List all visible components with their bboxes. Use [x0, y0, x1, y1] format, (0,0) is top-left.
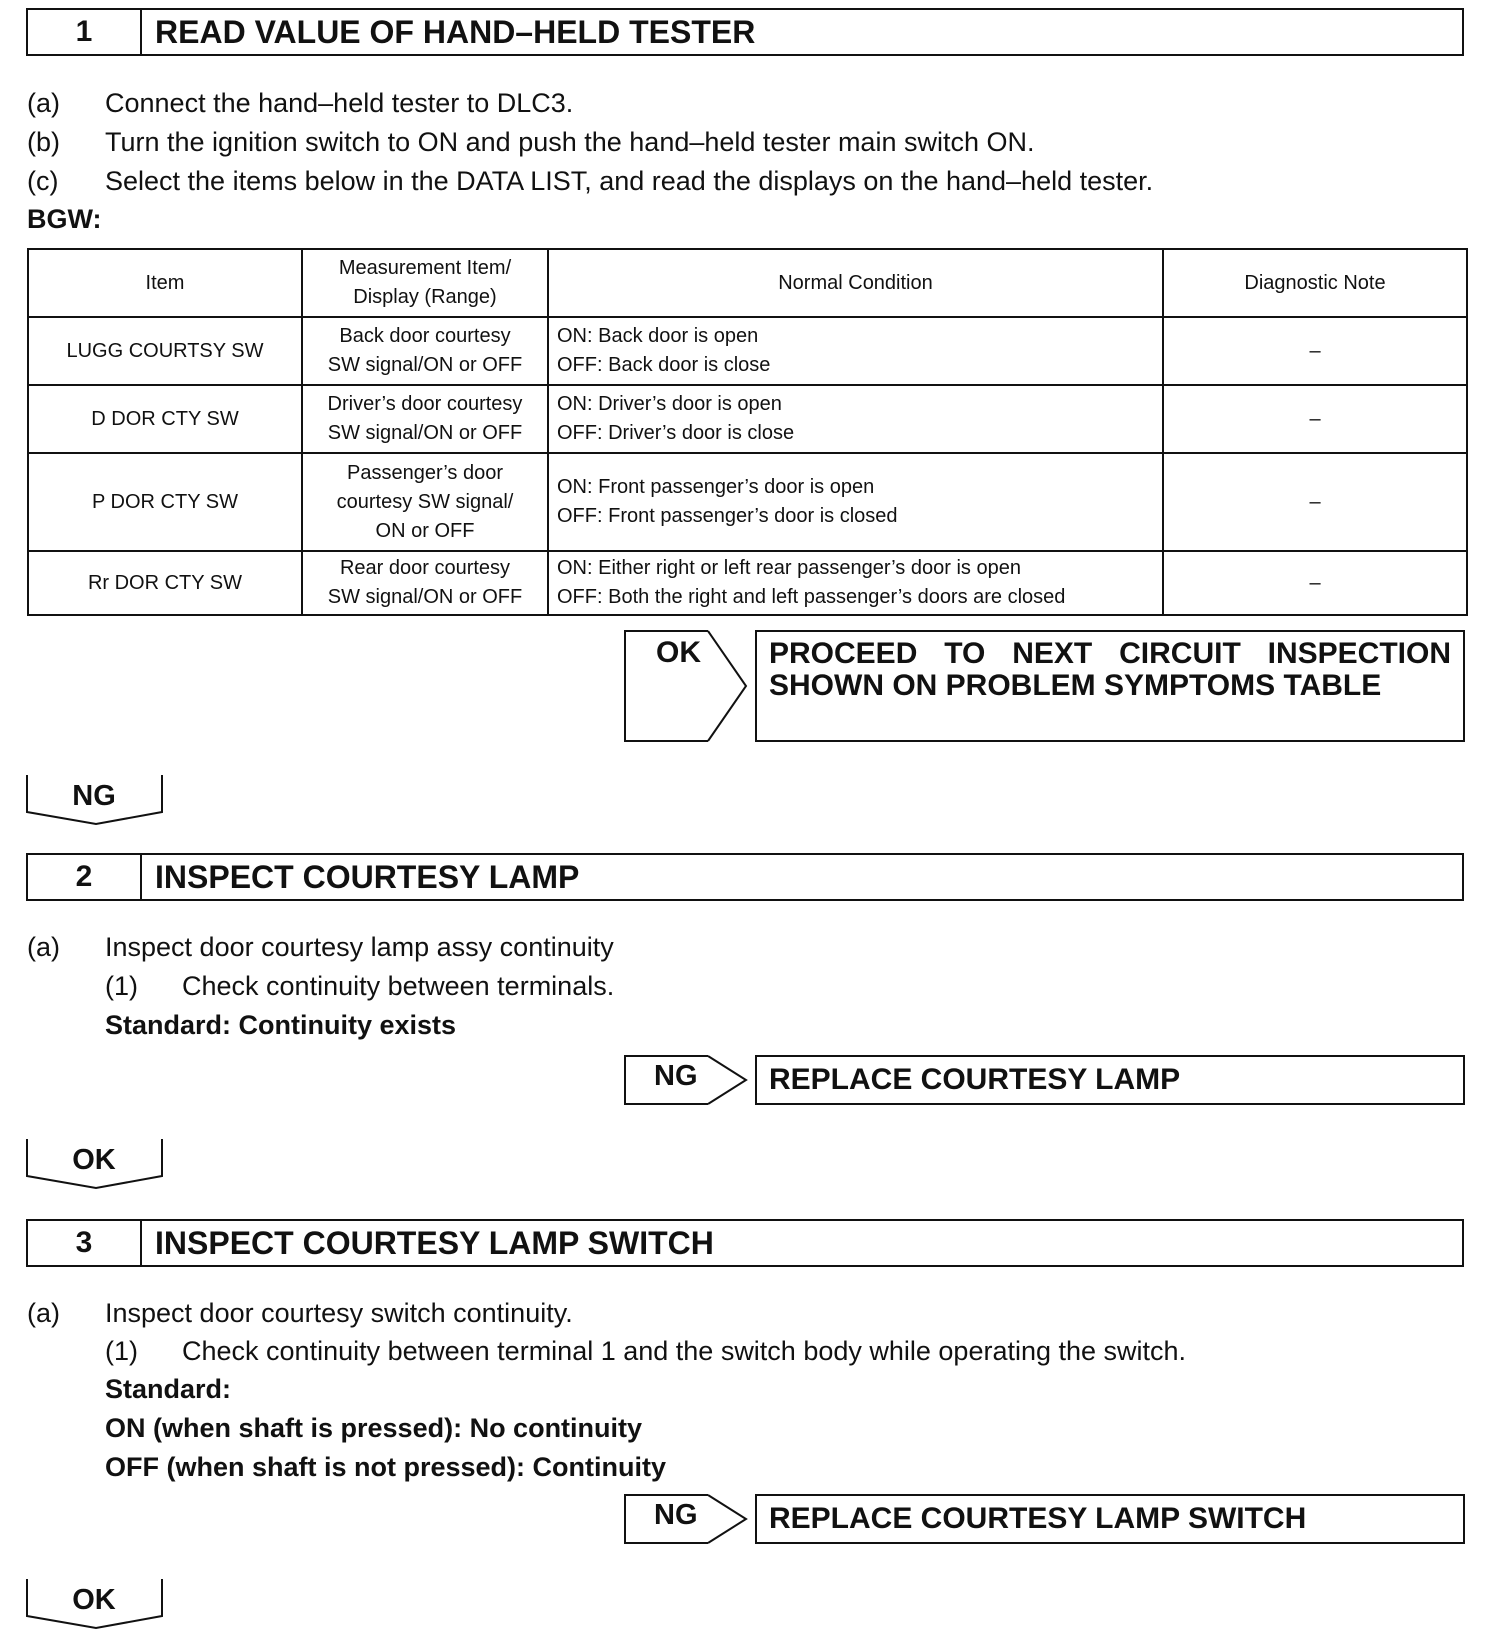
- standard-on: ON (when shaft is pressed): No continuity: [105, 1413, 643, 1443]
- standard-text: Standard: Continuity exists: [105, 1010, 457, 1040]
- cell-line: OFF: Both the right and left passenger’s doors are closed: [557, 586, 1066, 608]
- table-row: [28, 317, 1467, 385]
- ng-branch-arrow: [624, 1494, 750, 1544]
- cell-condition: [548, 551, 1163, 615]
- cell-line: ON: Back door is open: [557, 325, 759, 347]
- instruction-text: Inspect door courtesy switch continuity.: [105, 1298, 573, 1328]
- table-header-row: [28, 249, 1467, 317]
- cell-line: ON or OFF: [375, 519, 475, 542]
- cell-line: ON: Front passenger’s door is open: [557, 476, 875, 498]
- cell-item: Rr DOR CTY SW: [28, 551, 302, 615]
- flow-tag-label: OK: [72, 1584, 116, 1616]
- ok-flow-tag: [26, 1138, 166, 1190]
- ng-flow-tag: [26, 774, 166, 826]
- header-line: Display (Range): [353, 286, 497, 308]
- table-row: [28, 453, 1467, 551]
- cell-note: –: [1163, 453, 1467, 551]
- instruction-text: Inspect door courtesy lamp assy continuity: [105, 932, 614, 962]
- ng-result-box: REPLACE COURTESY LAMP SWITCH: [755, 1494, 1465, 1544]
- instruction-label: (a): [27, 1298, 60, 1328]
- cell-measurement: [302, 551, 548, 615]
- standard-off: OFF (when shaft is not pressed): Continuity: [105, 1452, 667, 1482]
- column-header-normal-condition: Normal Condition: [548, 249, 1163, 317]
- ng-branch-arrow: [624, 1055, 750, 1105]
- step-2-header: [26, 853, 1464, 901]
- cell-measurement: [302, 317, 548, 385]
- instruction-label: (a): [27, 932, 60, 962]
- cell-measurement: [302, 453, 548, 551]
- step-number: 1: [28, 10, 142, 54]
- instruction-label: (1): [105, 1336, 138, 1366]
- ok-result-box: [755, 630, 1465, 742]
- cell-line: OFF: Driver’s door is close: [557, 422, 795, 444]
- cell-line: courtesy SW signal/: [336, 490, 514, 513]
- step-title: READ VALUE OF HAND–HELD TESTER: [155, 14, 756, 50]
- standard-heading: Standard:: [105, 1374, 232, 1404]
- ok-flow-tag: [26, 1578, 166, 1630]
- instruction-label: (c): [27, 166, 59, 196]
- instruction-text: Select the items below in the DATA LIST, and read the displays on the hand–held tester.: [105, 166, 1154, 196]
- ok-branch-arrow: [624, 630, 750, 742]
- cell-measurement: [302, 385, 548, 453]
- column-header-item: Item: [28, 249, 302, 317]
- instruction-label: (b): [27, 127, 60, 157]
- step-title: INSPECT COURTESY LAMP SWITCH: [155, 1225, 714, 1261]
- result-line: SHOWN ON PROBLEM SYMPTOMS TABLE: [769, 669, 1382, 702]
- cell-condition: [548, 453, 1163, 551]
- cell-line: SW signal/ON or OFF: [327, 354, 523, 376]
- table-row: [28, 385, 1467, 453]
- step-3-header: [26, 1219, 1464, 1267]
- cell-line: Passenger’s door: [346, 461, 504, 484]
- cell-note: –: [1163, 385, 1467, 453]
- cell-condition: [548, 317, 1163, 385]
- cell-line: Driver’s door courtesy: [327, 393, 523, 415]
- ok-label: OK: [656, 636, 701, 669]
- cell-item: LUGG COURTSY SW: [28, 317, 302, 385]
- cell-line: ON: Either right or left rear passenger’s door is open: [557, 557, 1021, 579]
- cell-line: OFF: Back door is close: [557, 354, 771, 376]
- bgw-subheading: BGW:: [27, 204, 102, 234]
- step-number: 2: [28, 855, 142, 899]
- ng-label: NG: [654, 1499, 698, 1531]
- cell-note: –: [1163, 317, 1467, 385]
- cell-line: ON: Driver’s door is open: [557, 393, 782, 415]
- instruction-text: Check continuity between terminal 1 and the switch body while operating the switch.: [182, 1336, 1187, 1366]
- cell-item: P DOR CTY SW: [28, 453, 302, 551]
- instruction-text: Connect the hand–held tester to DLC3.: [105, 88, 574, 118]
- table-row: [28, 551, 1467, 615]
- instruction-text: Check continuity between terminals.: [182, 971, 615, 1001]
- result-line: PROCEED TO NEXT CIRCUIT INSPECTION: [769, 637, 1451, 670]
- instruction-label: (1): [105, 971, 138, 1001]
- ng-result-box: REPLACE COURTESY LAMP: [755, 1055, 1465, 1105]
- flow-tag-label: NG: [72, 780, 116, 812]
- cell-line: Back door courtesy: [339, 325, 511, 347]
- header-line: Measurement Item/: [338, 257, 512, 279]
- cell-line: OFF: Front passenger’s door is closed: [557, 505, 898, 527]
- cell-note: –: [1163, 551, 1467, 615]
- data-list-table: [27, 248, 1468, 616]
- cell-item: D DOR CTY SW: [28, 385, 302, 453]
- cell-line: SW signal/ON or OFF: [327, 422, 523, 444]
- column-header-diagnostic-note: Diagnostic Note: [1163, 249, 1467, 317]
- cell-line: SW signal/ON or OFF: [327, 586, 523, 608]
- cell-line: Rear door courtesy: [339, 557, 511, 579]
- cell-condition: [548, 385, 1163, 453]
- step-1-header: [26, 8, 1464, 56]
- instruction-label: (a): [27, 88, 60, 118]
- ng-label: NG: [654, 1060, 698, 1092]
- step-title: INSPECT COURTESY LAMP: [155, 859, 580, 895]
- flow-tag-label: OK: [72, 1144, 116, 1176]
- step-number: 3: [28, 1221, 142, 1265]
- instruction-text: Turn the ignition switch to ON and push the hand–held tester main switch ON.: [105, 127, 1035, 157]
- column-header-measurement: [302, 249, 548, 317]
